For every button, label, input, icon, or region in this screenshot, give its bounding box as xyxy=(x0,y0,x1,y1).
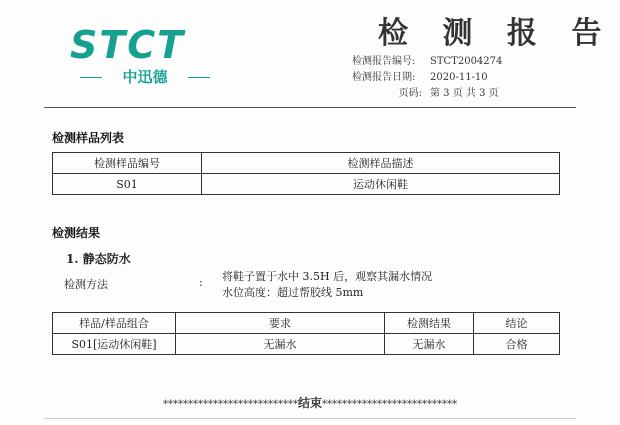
page-number: 第 3 页 共 3 页 xyxy=(430,88,499,99)
column-header: 检测样品描述 xyxy=(202,153,560,174)
report-date-label: 检测报告日期: xyxy=(352,72,416,83)
report-date-row xyxy=(352,71,488,85)
sample-list-title: 检测样品列表 xyxy=(52,131,125,145)
end-stars-left: *************************** xyxy=(162,399,298,410)
report-title: 检 测 报 告 xyxy=(378,16,614,51)
logo-text: STCT xyxy=(70,23,186,67)
report-number-row xyxy=(352,55,502,69)
logo-subtitle: 中迅德 xyxy=(122,68,168,86)
sample-list-table xyxy=(52,152,560,195)
end-marker xyxy=(0,394,620,411)
table-header-row xyxy=(53,153,560,174)
report-number: STCT2004274 xyxy=(430,56,503,67)
method-colon: : xyxy=(199,276,203,289)
report-number-label: 检测报告编号: xyxy=(352,56,416,67)
column-header: 样品/样品组合 xyxy=(53,313,176,334)
method-label: 检测方法 xyxy=(64,278,108,291)
results-title: 检测结果 xyxy=(52,226,101,240)
column-header: 检测样品编号 xyxy=(53,153,202,174)
table-row xyxy=(53,334,560,355)
column-header: 检测结果 xyxy=(385,313,474,334)
page-number-label: 页码: xyxy=(398,88,422,99)
table-cell: 合格 xyxy=(474,334,560,355)
method-line: 将鞋子置于水中 3.5H 后，观察其漏水情况 xyxy=(222,270,433,283)
table-row xyxy=(53,174,560,195)
table-cell: S01 xyxy=(53,174,202,195)
end-text: 结束 xyxy=(297,396,322,410)
report-date: 2020-11-10 xyxy=(430,72,488,83)
header-divider xyxy=(44,107,576,108)
table-header-row xyxy=(53,313,560,334)
table-cell: 运动休闲鞋 xyxy=(202,174,560,195)
table-cell: 无漏水 xyxy=(385,334,474,355)
column-header: 结论 xyxy=(474,313,560,334)
company-logo xyxy=(70,23,220,86)
page-number-row xyxy=(352,87,499,101)
table-cell: S01[运动休闲鞋] xyxy=(53,334,176,355)
results-table xyxy=(52,312,560,355)
footer-divider xyxy=(44,418,576,419)
column-header: 要求 xyxy=(176,313,385,334)
test-item-title: 1. 静态防水 xyxy=(66,252,131,266)
logo-divider-right xyxy=(188,77,210,78)
end-stars-right: *************************** xyxy=(322,399,457,410)
method-line: 水位高度：超过帮胶线 5mm xyxy=(222,286,364,299)
table-cell: 无漏水 xyxy=(176,334,385,355)
